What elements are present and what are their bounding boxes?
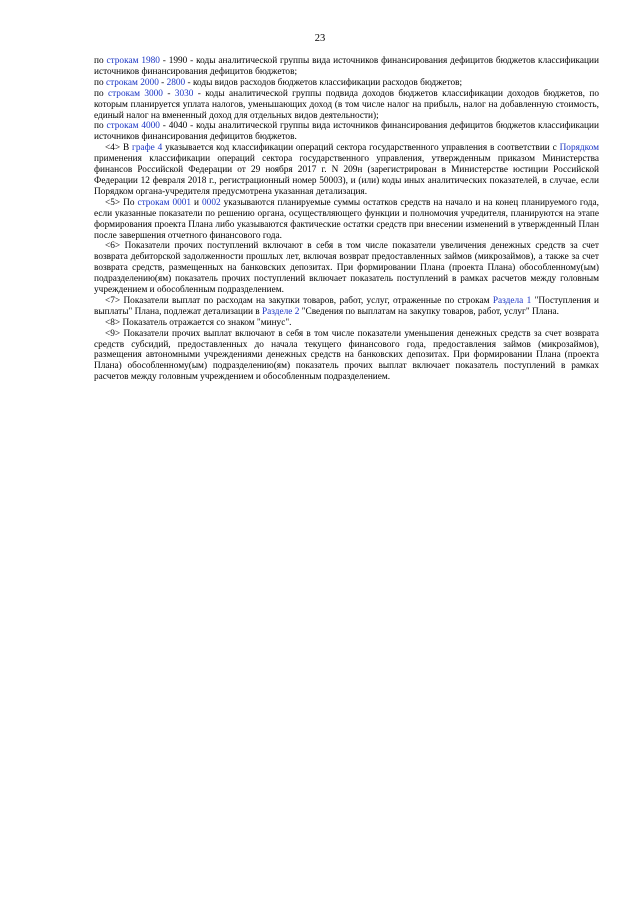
paragraph-text: - xyxy=(158,77,167,88)
paragraph-text: - коды аналитической группы подвида доходов бюджетов классификации доходов бюджетов, по которым планируется уплата налогов, уменьшающих доход (в том числе налог на прибыль, налог на добавленную стоимость, единый налог на вмененный доход для отдельных видов деятельности); xyxy=(94,88,599,121)
paragraph-text: <7> Показатели выплат по расходам на закупки товаров, работ, услуг, отраженные по строкам xyxy=(105,295,493,306)
document-link[interactable]: Разделе 2 xyxy=(261,306,300,317)
paragraph-text: <9> Показатели прочих выплат включают в себя в том числе показатели уменьшения денежных средств за счет возврата средств субсидий, предоставленных до начала текущего финансового года, предоставления займов (микрозаймов), размещения автономными учреждениями денежных средств на банковских депозитах. При формировании Плана (проекта Плана) обособленному(ым) подразделению(ям) показатель прочих выплат включает показатель поступлений в рамках расчетов между головным учреждением и обособленным подразделением. xyxy=(94,328,599,383)
paragraph-text: "Поступления и выплаты" Плана, подлежат детализации в xyxy=(94,295,600,317)
document-link[interactable]: графе 4 xyxy=(132,143,163,154)
paragraph-text: <4> В xyxy=(105,143,133,154)
document-link[interactable]: 2800 xyxy=(166,77,186,88)
page-number: 23 xyxy=(314,33,326,44)
paragraph xyxy=(94,198,599,242)
document-link[interactable]: строкам 1980 xyxy=(106,56,160,66)
document-link[interactable]: 0002 xyxy=(202,197,221,208)
paragraph-text: - коды видов расходов бюджетов классификации расходов бюджетов; xyxy=(185,77,463,88)
document-link[interactable]: строкам 3000 xyxy=(108,88,163,99)
paragraph xyxy=(94,143,599,198)
document-link[interactable]: Раздела 1 xyxy=(492,295,532,306)
document-link[interactable]: 3030 xyxy=(174,88,194,99)
paragraph-text: указываются планируемые суммы остатков средств на начало и на конец планируемого года, если указанные показатели по решению органа, осуществляющего функции и полномочия учредителя, планируются на этапе формирования проекта Плана либо указываются фактические остатки средств при внесении изменений в утвержденный План после завершения отчетного финансового года. xyxy=(94,197,599,241)
document-link[interactable]: строкам 4000 xyxy=(106,121,160,132)
paragraph-text: <5> По xyxy=(105,197,138,208)
paragraph-text: по xyxy=(94,121,107,132)
paragraph-text: и xyxy=(191,197,203,208)
paragraph-text: указывается код классификации операций сектора государственного управления в соответствии с xyxy=(162,143,560,154)
paragraph xyxy=(94,56,599,78)
paragraph xyxy=(94,296,599,318)
paragraph-text: <8> Показатель отражается со знаком "минус". xyxy=(105,317,292,328)
paragraph xyxy=(94,121,599,143)
paragraph xyxy=(94,78,599,89)
paragraph xyxy=(94,89,599,122)
paragraph-text: "Сведения по выплатам на закупку товаров, работ, услуг" Плана. xyxy=(299,306,559,317)
paragraph-text: по xyxy=(94,77,106,88)
paragraph-text: - 4040 - коды аналитической группы вида источников финансирования дефицитов бюджетов классификации источников финансирования дефицитов бюджетов. xyxy=(94,121,599,143)
paragraph-text: <6> Показатели прочих поступлений включают в себя в том числе показатели увеличения денежных средств за счет возврата дебиторской задолженности прошлых лет, включая возврат предоставленных займов (микрозаймов), а также за счет возврата средств, размещенных на банковских депозитах. При формировании Плана (проекта Плана) обособленному(ым) подразделению(ям) показатель прочих поступлений включает показатель поступлений в рамках расчетов между головным учреждением и обособленным подразделением. xyxy=(94,241,599,296)
paragraph-text: по xyxy=(94,88,108,99)
paragraph xyxy=(94,241,599,296)
document-link[interactable]: Порядком xyxy=(559,143,600,154)
paragraph-text: - xyxy=(162,88,175,99)
document-body xyxy=(94,56,599,383)
paragraph-text: по xyxy=(94,56,107,66)
paragraph-text: применения классификации операций сектора государственного управления, утвержденным приказом Министерства финансов Российской Федерации от 29 ноября 2017 г. N 209н (зарегистрирован в Министерстве юстиции Российской Федерации 12 февраля 2018 г., регистрационный номер 50003), и (или) коды иных аналитических показателей, в случае, если Порядком органа-учредителя предусмотрена указанная детализация. xyxy=(94,154,599,197)
paragraph-text: - 1990 - коды аналитической группы вида источников финансирования дефицитов бюджетов классификации источников финансирования дефицитов бюджетов; xyxy=(94,56,599,77)
document-link[interactable]: строкам 2000 xyxy=(105,77,159,88)
paragraph xyxy=(94,329,599,384)
paragraph xyxy=(94,318,599,329)
document-link[interactable]: строкам 0001 xyxy=(137,197,192,208)
